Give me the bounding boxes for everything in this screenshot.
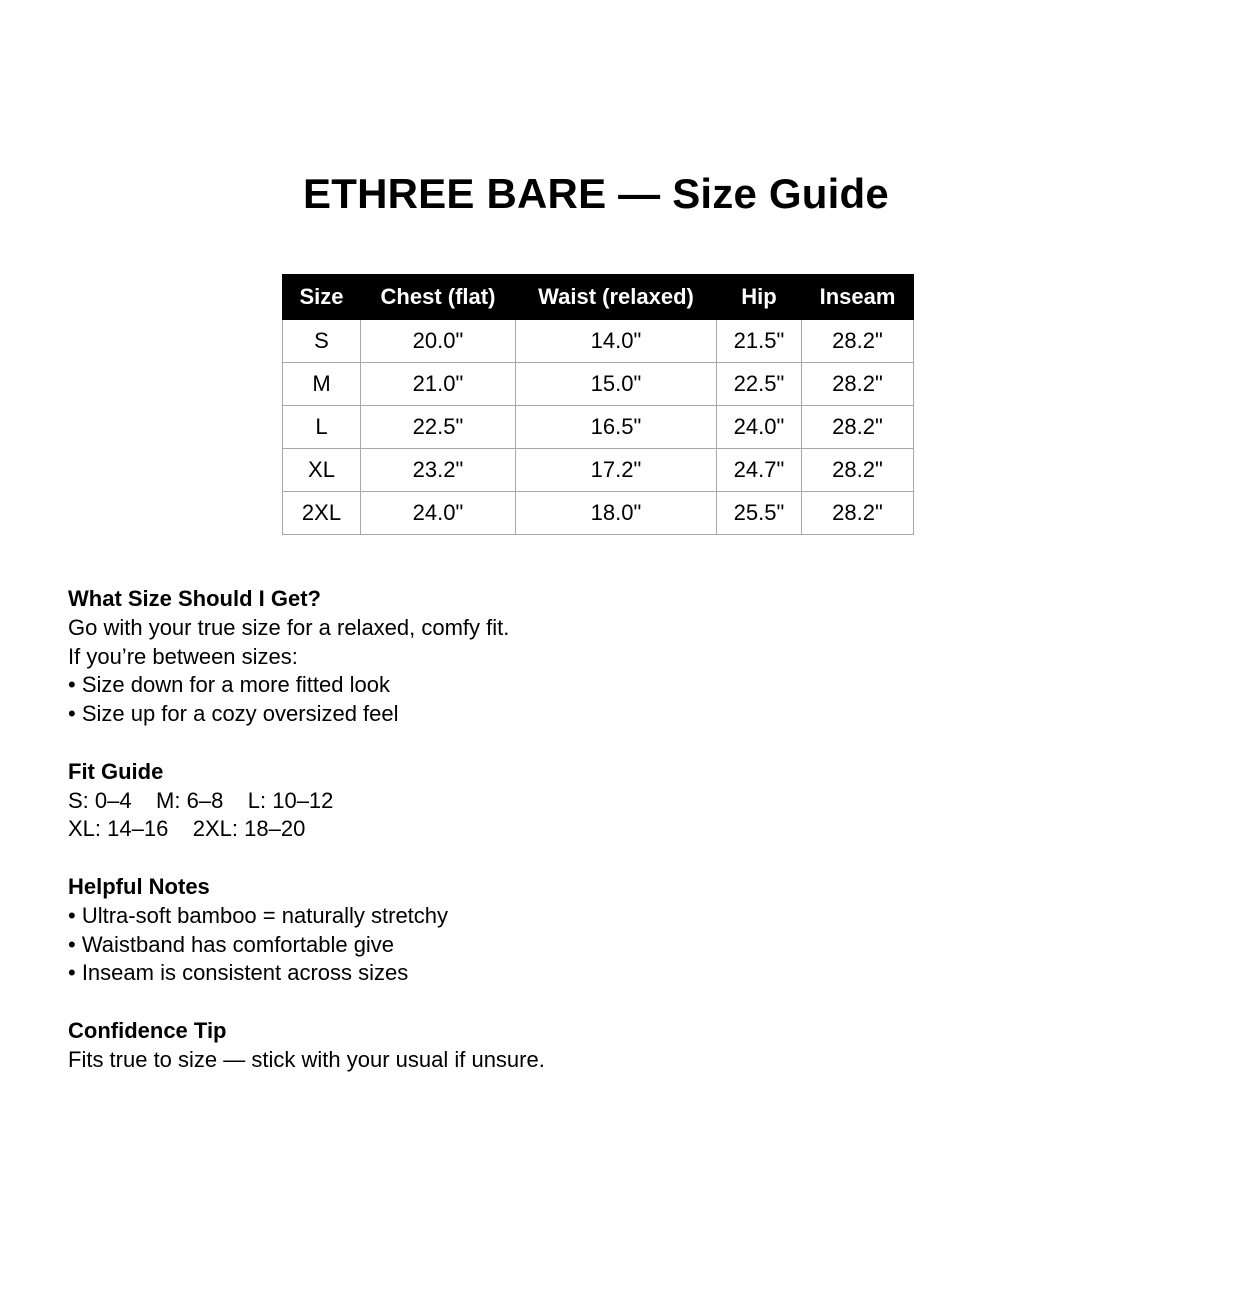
- column-header-chest: Chest (flat): [361, 275, 516, 320]
- notes-area: [68, 585, 545, 1103]
- bullet-line: • Waistband has comfortable give: [68, 931, 395, 957]
- bullet-line: • Size down for a more fitted look: [68, 672, 390, 698]
- bullet-line: • Inseam is consistent across sizes: [68, 960, 409, 986]
- table-cell: 21.5": [717, 320, 802, 363]
- column-header-waist: Waist (relaxed): [516, 275, 717, 320]
- table-cell: 28.2": [802, 320, 914, 363]
- column-header-inseam: Inseam: [802, 275, 914, 320]
- column-header-size: Size: [283, 275, 361, 320]
- table-header-row: [283, 275, 914, 320]
- section-confidence-tip: [68, 1017, 545, 1075]
- table-cell: L: [283, 406, 361, 449]
- table-cell: 24.0": [717, 406, 802, 449]
- table-cell: 20.0": [361, 320, 516, 363]
- section-heading: Confidence Tip: [68, 1017, 227, 1043]
- table-cell: 24.0": [361, 492, 516, 535]
- column-header-hip: Hip: [717, 275, 802, 320]
- table-cell: 15.0": [516, 363, 717, 406]
- table-cell: 18.0": [516, 492, 717, 535]
- table-row: [283, 406, 914, 449]
- table-cell: 2XL: [283, 492, 361, 535]
- section-heading: Helpful Notes: [68, 873, 210, 899]
- table-cell: 28.2": [802, 406, 914, 449]
- table-cell: S: [283, 320, 361, 363]
- section-line: XL: 14–16 2XL: 18–20: [68, 816, 306, 842]
- table-cell: 21.0": [361, 363, 516, 406]
- section-fit-guide: [68, 758, 545, 844]
- table-cell: M: [283, 363, 361, 406]
- size-table: [282, 274, 914, 535]
- section-helpful-notes: [68, 873, 545, 988]
- section-what-size: [68, 585, 545, 729]
- section-line: Fits true to size — stick with your usual if unsure.: [68, 1046, 545, 1072]
- section-line: S: 0–4 M: 6–8 L: 10–12: [68, 787, 334, 813]
- table-cell: 24.7": [717, 449, 802, 492]
- section-heading: Fit Guide: [68, 758, 164, 784]
- table-row: [283, 449, 914, 492]
- table-cell: 28.2": [802, 492, 914, 535]
- bullet-line: • Size up for a cozy oversized feel: [68, 701, 399, 727]
- table-cell: 28.2": [802, 449, 914, 492]
- table-cell: 17.2": [516, 449, 717, 492]
- table-cell: 23.2": [361, 449, 516, 492]
- table-cell: 22.5": [717, 363, 802, 406]
- table-row: [283, 363, 914, 406]
- bullet-line: • Ultra-soft bamboo = naturally stretchy: [68, 902, 449, 928]
- table-row: [283, 492, 914, 535]
- table-row: [283, 320, 914, 363]
- section-line: Go with your true size for a relaxed, comfy fit.: [68, 614, 510, 640]
- table-cell: XL: [283, 449, 361, 492]
- table-cell: 28.2": [802, 363, 914, 406]
- table-cell: 25.5": [717, 492, 802, 535]
- table-cell: 22.5": [361, 406, 516, 449]
- page-title: ETHREE BARE — Size Guide: [303, 170, 889, 217]
- section-heading: What Size Should I Get?: [68, 586, 321, 611]
- table-cell: 16.5": [516, 406, 717, 449]
- table-cell: 14.0": [516, 320, 717, 363]
- section-line: If you’re between sizes:: [68, 643, 298, 669]
